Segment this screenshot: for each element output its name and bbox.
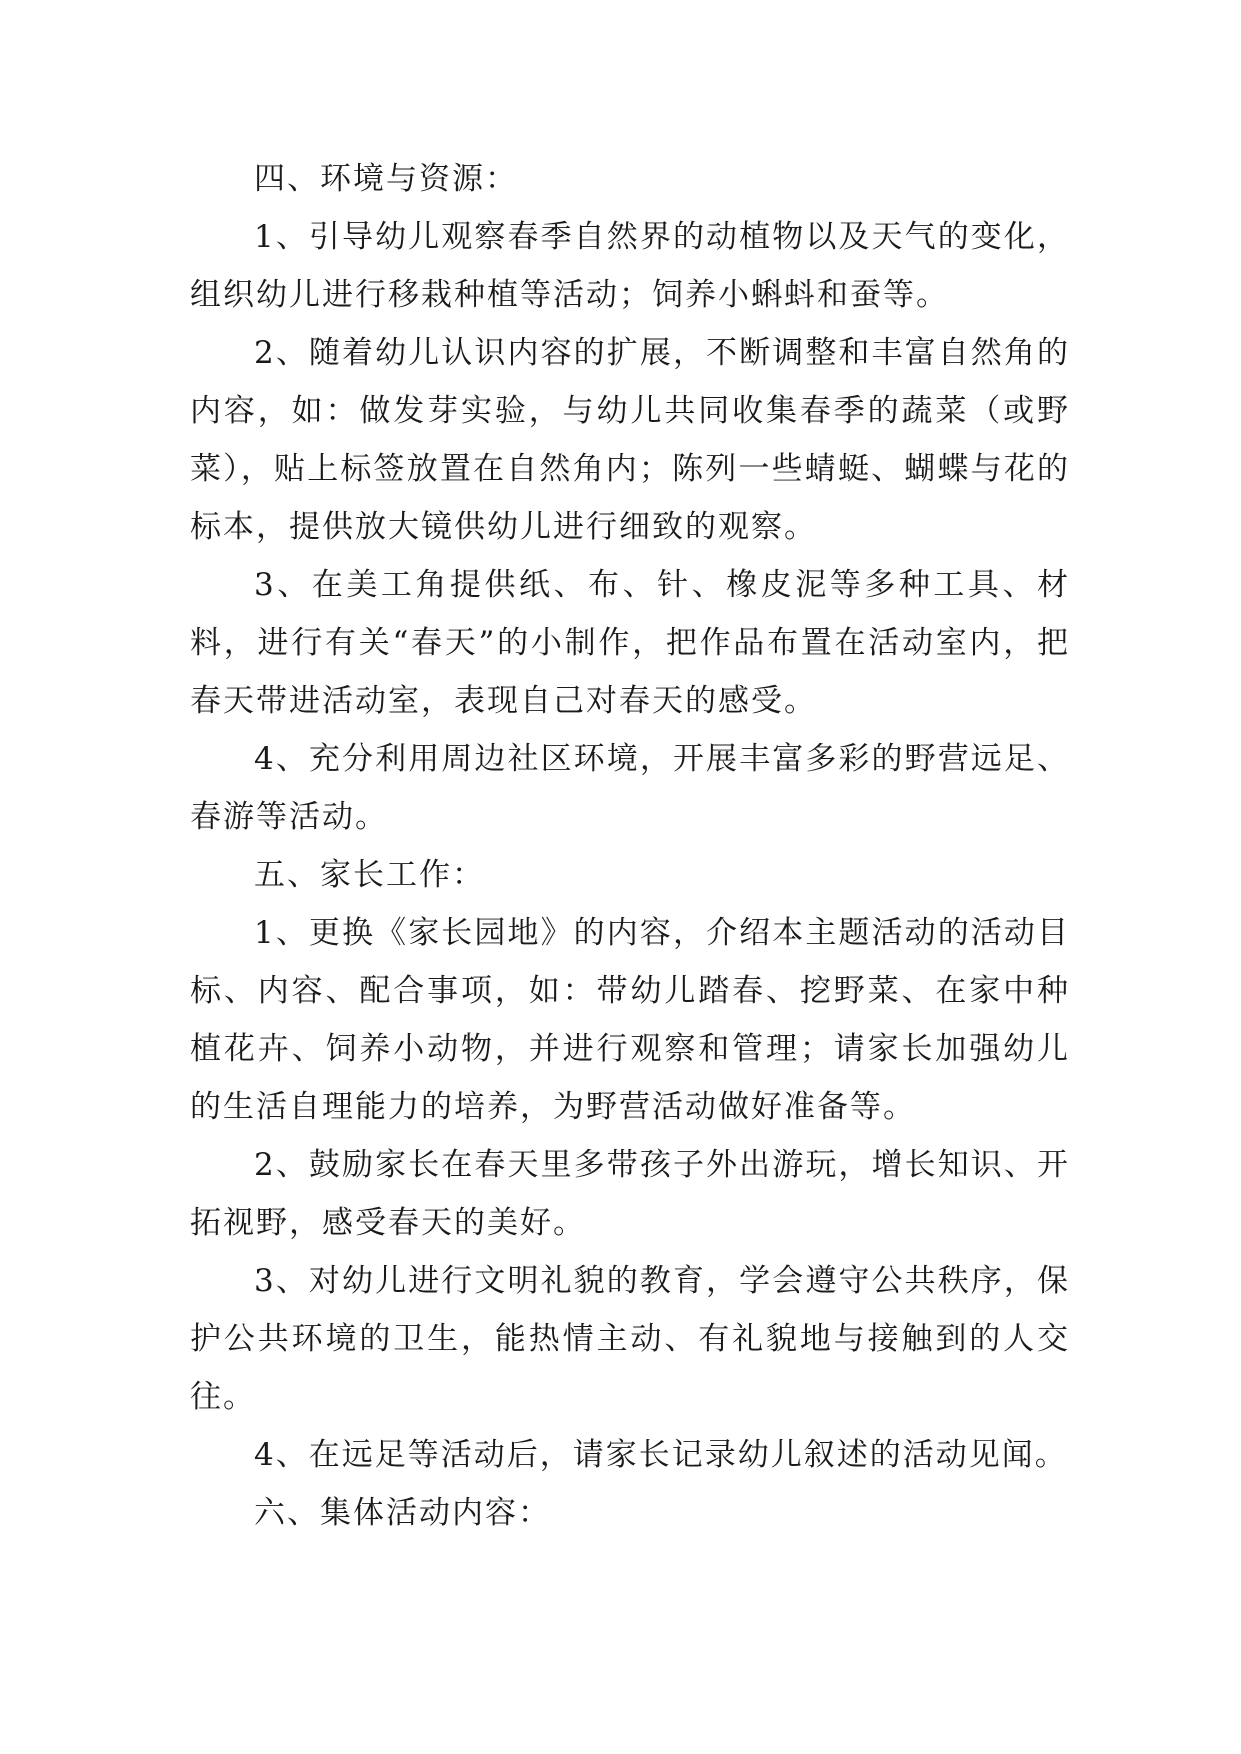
paragraph-env-4: 4、充分利用周边社区环境，开展丰富多彩的野营远足、春游等活动。 [190,741,1070,835]
section-heading-parents: 五、家长工作： [254,857,485,893]
document-page [190,150,1070,1542]
paragraph-parents-2: 2、鼓励家长在春天里多带孩子外出游玩，增长知识、开拓视野，感受春天的美好。 [190,1147,1070,1241]
paragraph-env-3: 3、在美工角提供纸、布、针、橡皮泥等多种工具、材料，进行有关“春天”的小制作，把作品布置在活动室内，把春天带进活动室，表现自己对春天的感受。 [190,567,1070,719]
paragraph-parents-1: 1、更换《家长园地》的内容，介绍本主题活动的活动目标、内容、配合事项，如：带幼儿踏春、挖野菜、在家中种植花卉、饲养小动物，并进行观察和管理；请家长加强幼儿的生活自理能力的培养，为野营活动做好准备等。 [190,915,1070,1125]
paragraph-env-2: 2、随着幼儿认识内容的扩展，不断调整和丰富自然角的内容，如：做发芽实验，与幼儿共同收集春季的蔬菜（或野菜），贴上标签放置在自然角内；陈列一些蜻蜓、蝴蝶与花的标本，提供放大镜供幼儿进行细致的观察。 [190,335,1070,545]
paragraph-env-1: 1、引导幼儿观察春季自然界的动植物以及天气的变化，组织幼儿进行移栽种植等活动；饲养小蝌蚪和蚕等。 [190,219,1070,313]
section-heading-environment: 四、环境与资源： [254,161,518,197]
section-heading-group-activities: 六、集体活动内容： [254,1495,551,1531]
paragraph-parents-3: 3、对幼儿进行文明礼貌的教育，学会遵守公共秩序，保护公共环境的卫生，能热情主动、有礼貌地与接触到的人交往。 [190,1263,1070,1415]
paragraph-parents-4: 4、在远足等活动后，请家长记录幼儿叙述的活动见闻。 [254,1437,1068,1473]
